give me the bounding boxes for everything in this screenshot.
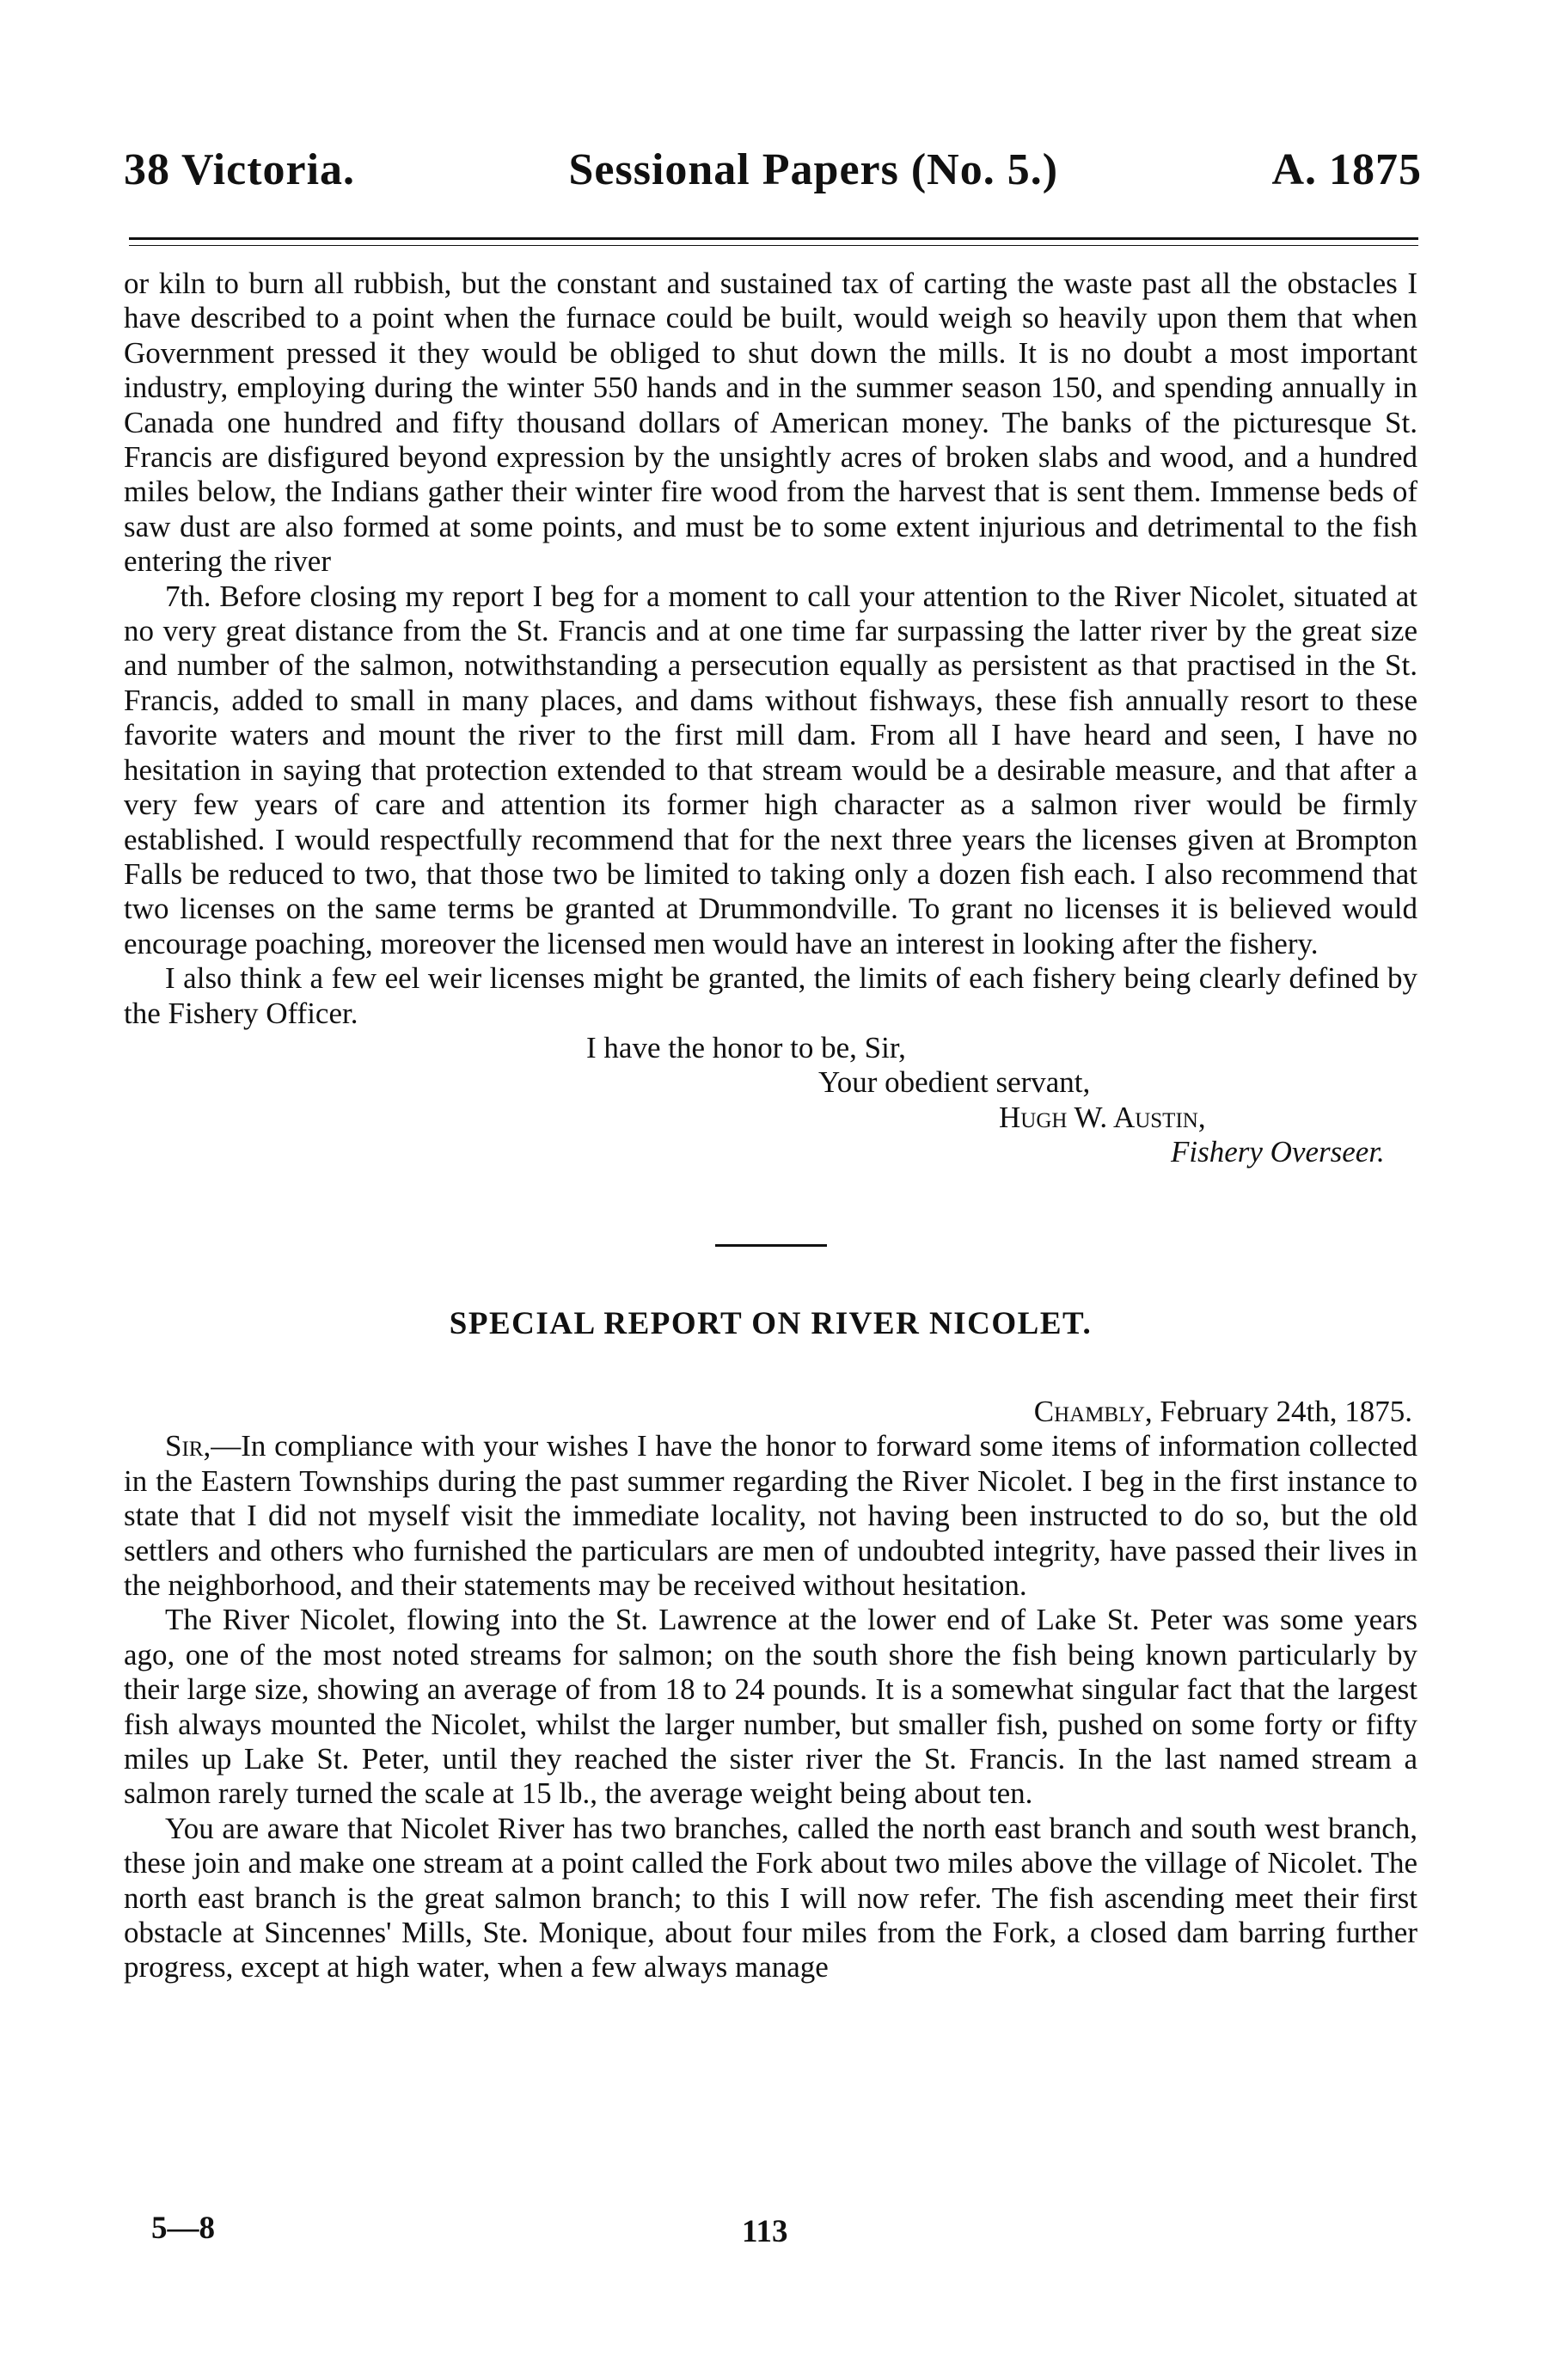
paragraph xyxy=(124,1429,1417,1603)
paragraph-text: —In compliance with your wishes I have the honor to forward some items of information collected in the Eastern Townships during the past summer regarding the River Nicolet. I beg in the first instance to state that I did not myself visit the immediate locality, not having been instructed to do so, but the old settlers and others who furnished the particulars are men of undoubted integrity, have passed their lives in the neighborhood, and their statements may be received without hesitation. xyxy=(124,1429,1417,1602)
page-body xyxy=(124,267,1417,1985)
header-right: A. 1875 xyxy=(1271,145,1422,194)
page-number: 113 xyxy=(742,2214,788,2249)
running-header xyxy=(124,144,1422,195)
header-center: Sessional Papers (No. 5.) xyxy=(568,145,1059,194)
paragraph: I also think a few eel weir licenses might be granted, the limits of each fishery being clearly defined by the Fishery Officer. xyxy=(124,961,1417,1030)
signature-mark: 5—8 xyxy=(151,2211,215,2246)
paragraph: or kiln to burn all rubbish, but the constant and sustained tax of carting the waste past all the obstacles I have described to a point when the furnace could be built, would weigh so heavily upon them that when Government pressed it they would be obliged to shut down the mills. It is no doubt a most important industry, employing during the winter 550 hands and in the summer season 150, and spending annually in Canada one hundred and fifty thousand dollars of American money. The banks of the picturesque St. Francis are disfigured beyond expression by the unsightly acres of broken slabs and wood, and a hundred miles below, the Indians gather their winter fire wood from the harvest that is sent them. Immense beds of saw dust are also formed at some points, and must be to some extent injurious and detrimental to the fish entering the river xyxy=(124,267,1417,579)
dateline xyxy=(124,1395,1417,1429)
section-title: SPECIAL REPORT ON RIVER NICOLET. xyxy=(449,1305,1093,1341)
header-rule xyxy=(129,237,1418,246)
header-left: 38 Victoria. xyxy=(124,145,356,194)
dateline-place: Chambly, xyxy=(1033,1394,1153,1428)
paragraph: 7th. Before closing my report I beg for a moment to call your attention to the River Nicolet, situated at no very great distance from the St. Francis and at one time far surpassing the latter river by the great size and number of the salmon, notwithstanding a persecution equally as persistent as that practised in the St. Francis, added to small in many places, and dams without fishways, these fish annually resort to these favorite waters and mount the river to the first mill dam. From all I have heard and seen, I have no hesitation in saying that protection extended to that stream would be a desirable measure, and that after a very few years of care and attention its former high character as a salmon river would be firmly established. I would respectfully recommend that for the next three years the licenses given at Brompton Falls be reduced to two, that those two be limited to taking only a dozen fish each. I also recommend that two licenses on the same terms be granted at Drummondville. To grant no licenses it is believed would encourage poaching, moreover the licensed men would have an interest in looking after the fishery. xyxy=(124,579,1417,960)
closing-line: I have the honor to be, Sir, xyxy=(586,1030,906,1064)
dateline-date: February 24th, 1875. xyxy=(1160,1394,1412,1428)
paragraph: You are aware that Nicolet River has two branches, called the north east branch and south west branch, these join and make one stream at a point called the Fork about two miles above the village of Nicolet. The north east branch is the great salmon branch; to this I will now refer. The fish ascending meet their first obstacle at Sincennes' Mills, Ste. Monique, about four miles from the Fork, a closed dam barring further progress, except at high water, when a few always manage xyxy=(124,1811,1417,1984)
section-divider xyxy=(715,1244,827,1247)
signature-block xyxy=(124,1031,1417,1170)
signatory-name: Hugh W. Austin, xyxy=(999,1100,1206,1134)
signatory-title: Fishery Overseer. xyxy=(1171,1135,1385,1169)
salutation: Sir, xyxy=(165,1429,211,1463)
closing-line: Your obedient servant, xyxy=(818,1065,1091,1100)
paragraph: The River Nicolet, flowing into the St. Lawrence at the lower end of Lake St. Peter was some years ago, one of the most noted streams for salmon; on the south shore the fish being known particularly by their large size, showing an average of from 18 to 24 pounds. It is a somewhat singular fact that the largest fish always mounted the Nicolet, whilst the larger number, but smaller fish, pushed on some forty or fifty miles up Lake St. Peter, until they reached the sister river the St. Francis. In the last named stream a salmon rarely turned the scale at 15 lb., the average weight being about ten. xyxy=(124,1603,1417,1811)
